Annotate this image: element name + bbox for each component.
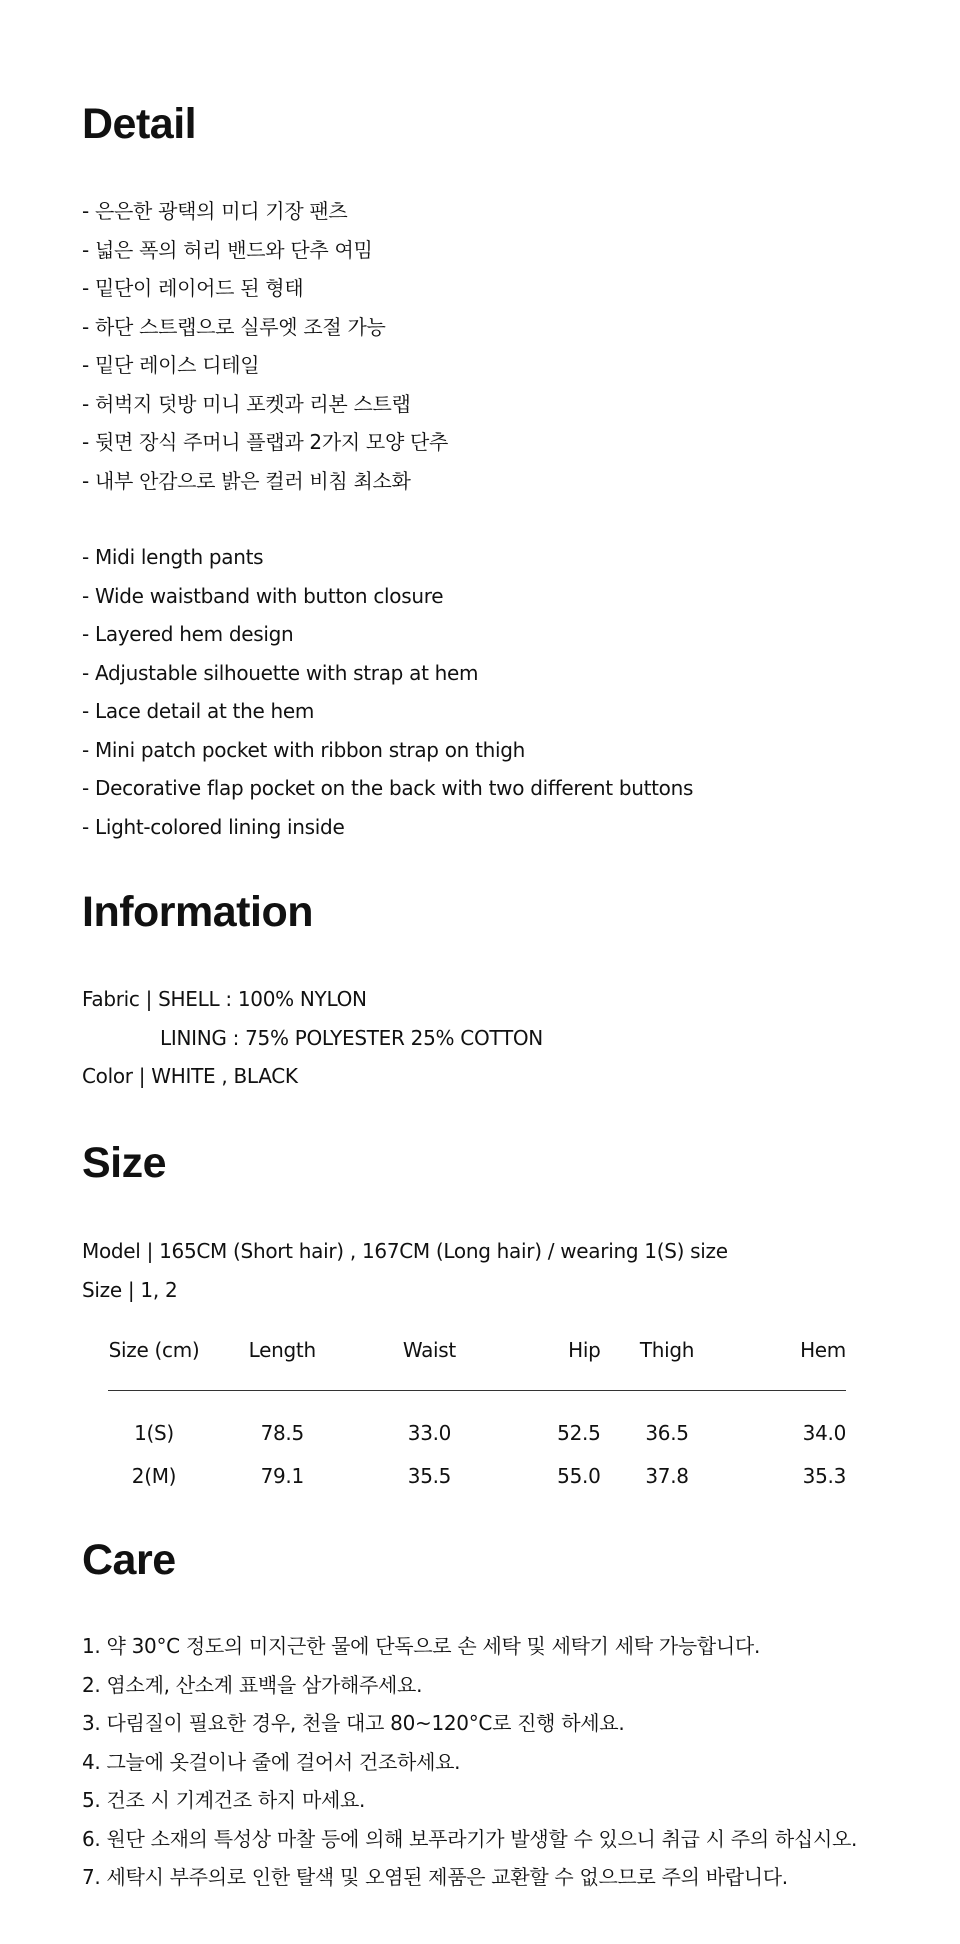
size-table-cell: 36.5 (645, 1420, 689, 1445)
color-text: Color | WHITE , BLACK (82, 1064, 298, 1088)
care-item: 5. 건조 시 기계건조 하지 마세요. (82, 1788, 366, 1812)
size-table-cell: 79.1 (260, 1463, 304, 1488)
detail-item-ko: - 허벅지 덧방 미니 포켓과 리본 스트랩 (82, 391, 411, 416)
information-block (82, 980, 543, 1096)
size-table-header-cell: Hip (494, 1338, 600, 1391)
size-table-header-cell: Hem (734, 1338, 846, 1391)
care-item: 3. 다림질이 필요한 경우, 천을 대고 80~120°C로 진행 하세요. (82, 1711, 625, 1735)
detail-item-ko: - 뒷면 장식 주머니 플랩과 2가지 모양 단추 (82, 430, 449, 454)
detail-item-en: - Midi length pants (82, 545, 264, 569)
detail-list-korean (82, 192, 448, 500)
table-row (108, 1391, 846, 1455)
size-info-block (82, 1232, 728, 1309)
size-table-header-cell: Length (200, 1338, 364, 1391)
size-table-cell: 35.3 (802, 1463, 846, 1488)
detail-item-ko: - 은은한 광택의 미디 기장 팬츠 (82, 199, 348, 223)
fabric-lining-text: LINING : 75% POLYESTER 25% COTTON (160, 1025, 543, 1050)
size-table-cell: 34.0 (802, 1420, 846, 1445)
size-heading: Size (82, 1139, 167, 1187)
detail-item-en: - Layered hem design (82, 622, 294, 646)
detail-item-ko: - 밑단이 레이어드 된 형태 (82, 276, 304, 300)
detail-item-en: - Light-colored lining inside (82, 814, 345, 839)
detail-item-ko: - 내부 안감으로 밝은 컬러 비침 최소화 (82, 468, 411, 493)
detail-item-en: - Mini patch pocket with ribbon strap on thigh (82, 737, 526, 762)
detail-item-en: - Lace detail at the hem (82, 699, 315, 723)
detail-item-ko: - 하단 스트랩으로 실루엣 조절 가능 (82, 314, 386, 339)
care-heading: Care (82, 1536, 176, 1584)
size-table-cell: 37.8 (645, 1463, 689, 1488)
care-item: 6. 원단 소재의 특성상 마찰 등에 의해 보푸라기가 발생할 수 있으니 취급 시 주의 하십시오. (82, 1826, 858, 1851)
size-table-cell: 78.5 (260, 1420, 304, 1445)
size-table-cell: 1(S) (134, 1420, 174, 1445)
size-table-header-cell: Waist (364, 1338, 494, 1391)
size-table-cell: 52.5 (557, 1420, 601, 1445)
size-table (108, 1338, 846, 1497)
size-table-header-row (108, 1338, 846, 1391)
detail-item-ko: - 넓은 폭의 허리 밴드와 단추 여밈 (82, 237, 373, 262)
care-item: 7. 세탁시 부주의로 인한 탈색 및 오염된 제품은 교환할 수 없으므로 주의 바랍니다. (82, 1865, 788, 1889)
care-list (82, 1627, 857, 1897)
detail-item-en: - Decorative flap pocket on the back with two different buttons (82, 776, 694, 800)
detail-item-en: - Wide waistband with button closure (82, 583, 444, 608)
size-table-cell: 55.0 (557, 1463, 601, 1488)
size-table-cell: 35.5 (407, 1463, 452, 1488)
fabric-shell-text: Fabric | SHELL : 100% NYLON (82, 987, 367, 1011)
detail-item-en: - Adjustable silhouette with strap at hem (82, 660, 479, 685)
size-table-header-cell: Size (cm) (108, 1338, 200, 1391)
table-row (108, 1454, 846, 1497)
care-item: 2. 염소계, 산소계 표백을 삼가해주세요. (82, 1672, 423, 1697)
care-item: 1. 약 30°C 정도의 미지근한 물에 단독으로 손 세탁 및 세탁기 세탁 가능합니다. (82, 1634, 761, 1658)
information-heading: Information (82, 888, 313, 936)
detail-list-english (82, 538, 693, 846)
size-table-cell: 2(M) (131, 1463, 177, 1488)
size-table-header-cell: Thigh (601, 1338, 734, 1391)
size-table-cell: 33.0 (407, 1420, 452, 1445)
size-options-text: Size | 1, 2 (82, 1277, 178, 1302)
care-item: 4. 그늘에 옷걸이나 줄에 걸어서 건조하세요. (82, 1749, 461, 1774)
detail-heading: Detail (82, 100, 197, 148)
model-info-text: Model | 165CM (Short hair) , 167CM (Long hair) / wearing 1(S) size (82, 1239, 728, 1263)
detail-item-ko: - 밑단 레이스 디테일 (82, 353, 260, 377)
